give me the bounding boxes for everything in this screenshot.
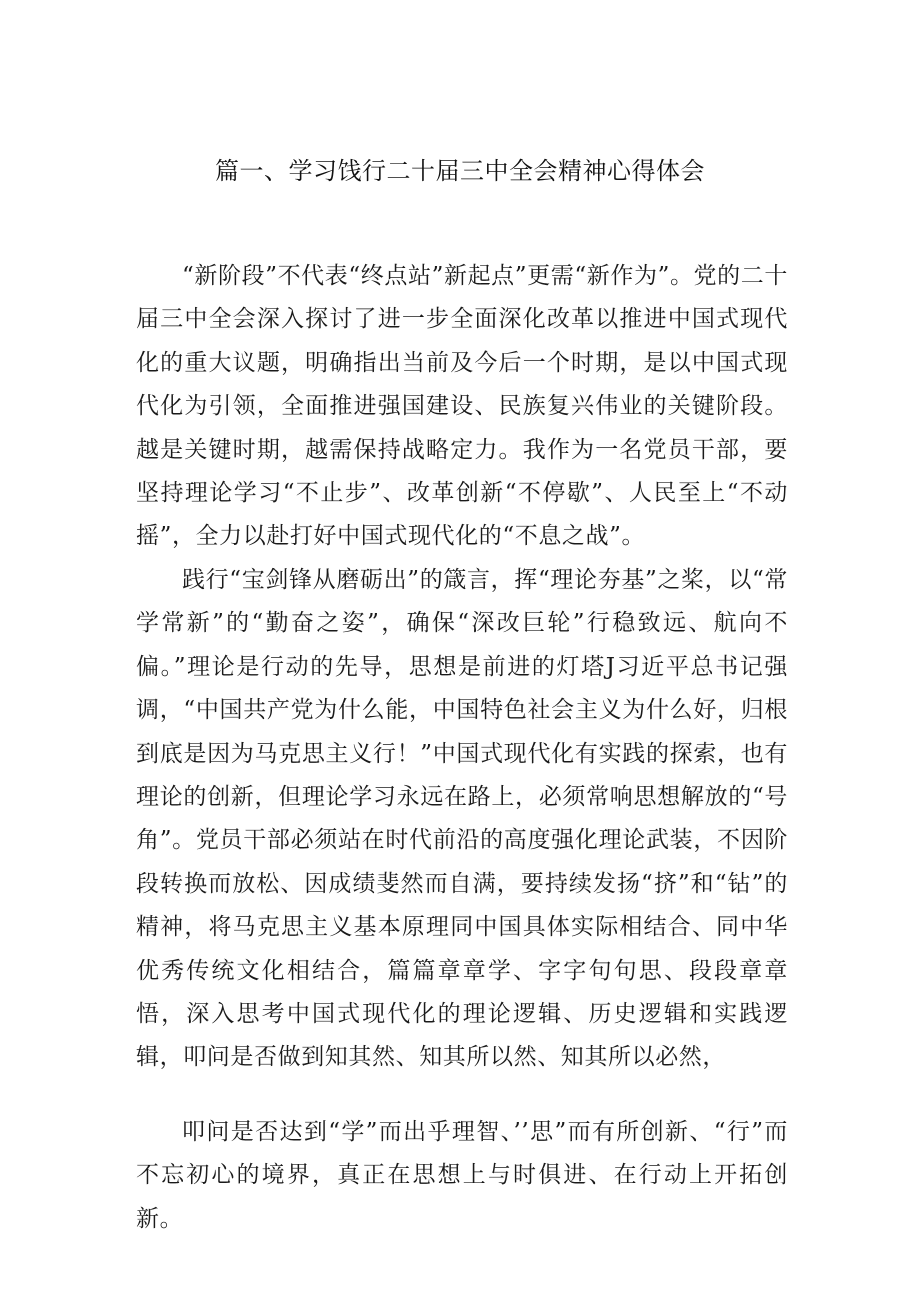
paragraph-1: “新阶段”不代表“终点站”新起点”更需“新作为”。党的二十届三中全会深入探讨了进一步全面深化改革以推进中国式现代化的重大议题，明确指出当前及今后一个时期，是以中国式现代化为引领，全面推进强国建设、民族复兴伟业的关键阶段。越是关键时期，越需保持战略定力。我作为一名党员干部，要坚持理论学习“不止步”、改革创新“不停歇”、人民至上“不动摇”，全力以赴打好中国式现代化的“不息之战”。 xyxy=(136,263,788,550)
paragraph-3: 叩问是否达到“学”而出乎理智、’’思”而有所创新、“行”而不忘初心的境界，真正在思想上与时俱进、在行动上开拓创新。 xyxy=(136,1119,788,1232)
document-title: 篇一、学习饯行二十届三中全会精神心得体会 xyxy=(215,157,705,185)
paragraph-2: 践行“宝剑锋从磨砺出”的箴言，挥“理论夯基”之桨，以“常学常新”的“勤奋之姿”，确保“深改巨轮”行稳致远、航向不偏。”理论是行动的先导，思想是前进的灯塔J习近平总书记强调，“中国共产党为什么能，中国特色社会主义为什么好，归根到底是因为马克思主义行！”中国式现代化有实践的探索，也有理论的创新，但理论学习永远在路上，必须常响思想解放的“号角”。党员干部必须站在时代前沿的高度强化理论武装，不因阶段转换而放松、因成绩斐然而自满，要持续发扬“挤”和“钻”的精神，将马克思主义基本原理同中国具体实际相结合、同中华优秀传统文化相结合，篇篇章章学、字字句句思、段段章章悟，深入思考中国式现代化的理论逻辑、历史逻辑和实践逻辑，叩问是否做到知其然、知其所以然、知其所以必然， xyxy=(136,567,788,1071)
